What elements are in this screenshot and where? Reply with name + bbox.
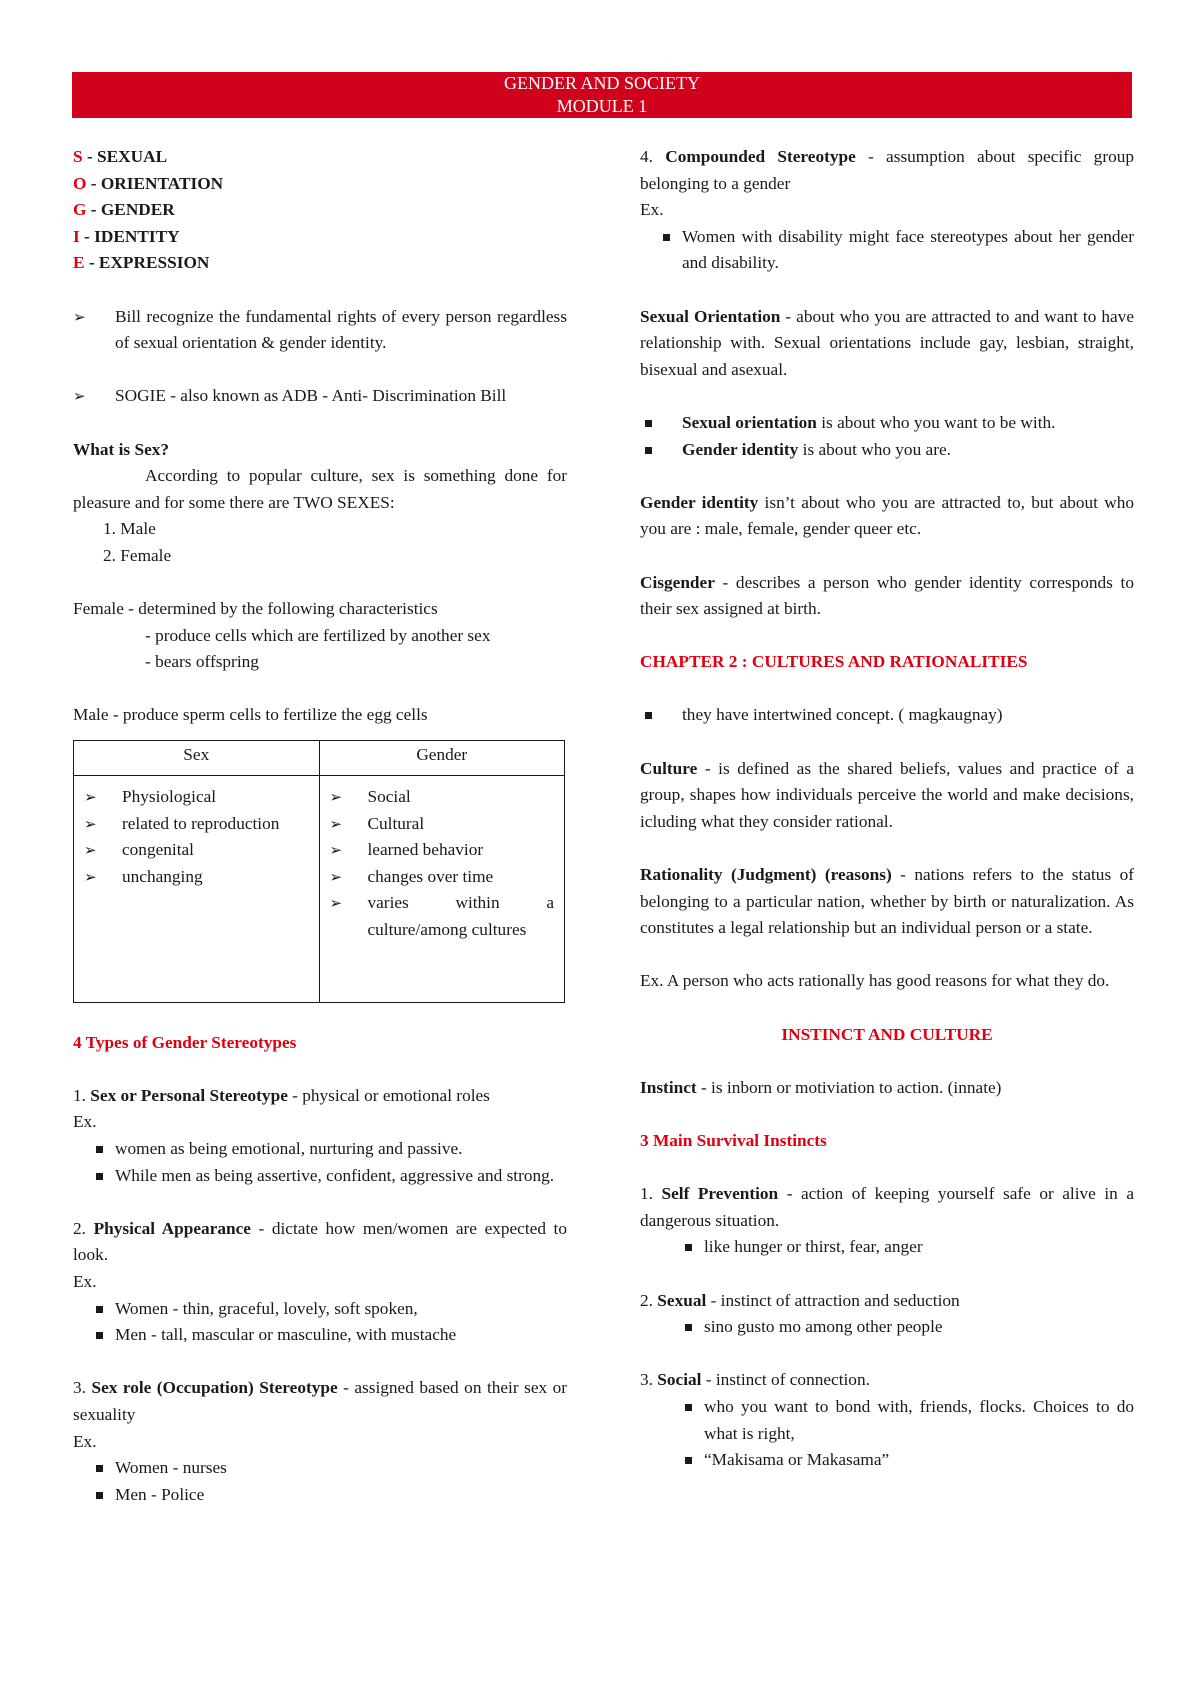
stereotype-1: 1. Sex or Personal Stereotype - physical or emotional roles [73, 1085, 490, 1105]
list-item: they have intertwined concept. ( magkaugnay) [640, 702, 1134, 729]
list-item: ➢ congenital [84, 837, 309, 864]
example-label: Ex. [73, 1112, 97, 1132]
arrow-bullet-icon: ➢ [84, 841, 97, 860]
table-cell [319, 776, 565, 1003]
square-bullet-icon [96, 1492, 103, 1499]
list-item: 2. Female [103, 545, 172, 565]
culture-definition: Culture - is defined as the shared beliefs, values and practice of a group, shapes how individuals perceive the world and make decisions, icluding what they consider rational. [640, 758, 1134, 831]
left-column [73, 144, 567, 1508]
arrow-bullet-icon: ➢ [329, 867, 343, 886]
section-heading: INSTINCT AND CULTURE [781, 1024, 993, 1044]
stereotype-3: 3. Sex role (Occupation) Stereotype - assigned based on their sex or sexuality [73, 1378, 568, 1424]
cisgender-definition: Cisgender - describes a person who gender identity corresponds to their sex assigned at birth. [640, 572, 1134, 619]
list-item: women as being emotional, nurturing and passive. [73, 1136, 567, 1163]
example-paragraph: Ex. A person who acts rationally has good reasons for what they do. [640, 971, 1110, 991]
sexual-orientation-definition: Sexual Orientation - about who you are attracted to and want to have relationship with. Sexual orientations include gay, lesbian, straight, bisexual and asexual. [640, 306, 1134, 379]
list-item: ➢ unchanging [84, 864, 309, 891]
list-item: - bears offspring [145, 652, 259, 672]
table-cell [74, 776, 320, 1003]
section-heading: What is Sex? [73, 439, 170, 459]
list-item: ➢ Physiological [84, 784, 309, 811]
arrow-bullet-icon: ➢ [73, 307, 86, 326]
list-item: - produce cells which are fertilized by another sex [145, 625, 491, 645]
list-item: Men - tall, mascular or masculine, with mustache [73, 1322, 567, 1349]
square-bullet-icon [685, 1324, 692, 1331]
square-bullet-icon [96, 1173, 103, 1180]
arrow-bullet-icon: ➢ [329, 788, 343, 807]
example-label: Ex. [73, 1272, 97, 1291]
instinct-1: 1. Self Prevention - action of keeping yourself safe or alive in a dangerous situation. [640, 1184, 1134, 1230]
list-item: ➢ changes over time [330, 864, 555, 891]
stereotype-2: 2. Physical Appearance - dictate how men/women are expected to look. [73, 1218, 567, 1265]
instinct-2: 2. Sexual - instinct of attraction and seduction [640, 1290, 960, 1310]
instinct-definition: Instinct - is inborn or motiviation to action. (innate) [640, 1077, 1002, 1097]
list-item: Women - nurses [73, 1455, 567, 1482]
square-bullet-icon [685, 1404, 692, 1411]
list-item: who you want to bond with, friends, flocks. Choices to do what is right, [640, 1394, 1134, 1447]
sogie-line: I - IDENTITY [73, 226, 180, 246]
square-bullet-icon [96, 1306, 103, 1313]
square-bullet-icon [685, 1244, 692, 1251]
list-item: ➢ Bill recognize the fundamental rights of every person regardless of sexual orientation & gender identity. [73, 304, 567, 357]
list-item: Women with disability might face stereotypes about her gender and disability. [640, 224, 1134, 277]
square-bullet-icon [645, 420, 652, 427]
sogie-line: S - SEXUAL [73, 147, 168, 166]
arrow-bullet-icon: ➢ [329, 841, 343, 860]
banner-subtitle: MODULE 1 [556, 96, 648, 116]
arrow-bullet-icon: ➢ [329, 894, 343, 913]
table-header: Gender [319, 741, 565, 776]
square-bullet-icon [96, 1465, 103, 1472]
header-banner [72, 72, 1132, 118]
list-item: Men - Police [73, 1482, 567, 1509]
list-item: like hunger or thirst, fear, anger [640, 1234, 1134, 1261]
list-item: “Makisama or Makasama” [640, 1447, 1134, 1474]
sogie-line: E - EXPRESSION [73, 253, 210, 273]
example-label: Ex. [640, 200, 664, 220]
paragraph: Female - determined by the following characteristics [73, 599, 438, 619]
paragraph: Male - produce sperm cells to fertilize the egg cells [73, 705, 428, 725]
arrow-bullet-icon: ➢ [84, 814, 97, 833]
square-bullet-icon [663, 234, 670, 241]
square-bullet-icon [645, 712, 652, 719]
list-item: ➢ SOGIE - also known as ADB - Anti- Discrimination Bill [73, 383, 567, 410]
instinct-3: 3. Social - instinct of connection. [640, 1370, 870, 1390]
arrow-bullet-icon: ➢ [73, 387, 86, 406]
sogie-line: O - ORIENTATION [73, 173, 224, 193]
paragraph: According to popular culture, sex is something done for pleasure and for some there are TWO SEXES: [73, 466, 567, 512]
list-item: Sexual orientation is about who you want to be with. [640, 410, 1134, 437]
list-item: sino gusto mo among other people [640, 1314, 1134, 1341]
list-item: ➢ Cultural [330, 811, 555, 838]
stereotype-4: 4. Compounded Stereotype - assumption about specific group belonging to a gender [640, 147, 1135, 193]
square-bullet-icon [685, 1457, 692, 1464]
square-bullet-icon [645, 447, 652, 454]
rationality-definition: Rationality (Judgment) (reasons) - nations refers to the status of belonging to a particular nation, whether by birth or naturalization. As constitutes a legal relationship but an individual person or a state. [640, 865, 1134, 938]
chapter-heading: CHAPTER 2 : CULTURES AND RATIONALITIES [640, 652, 1028, 672]
arrow-bullet-icon: ➢ [329, 814, 343, 833]
list-item: Gender identity is about who you are. [640, 437, 1134, 464]
sogie-line: G - GENDER [73, 200, 175, 220]
arrow-bullet-icon: ➢ [84, 788, 97, 807]
list-item: 1. Male [103, 519, 156, 539]
arrow-bullet-icon: ➢ [84, 867, 97, 886]
list-item: ➢ learned behavior [330, 837, 555, 864]
section-heading: 3 Main Survival Instincts [640, 1130, 827, 1150]
example-label: Ex. [73, 1431, 97, 1451]
right-column [640, 144, 1134, 1474]
list-item: ➢ Social [330, 784, 555, 811]
section-heading: 4 Types of Gender Stereotypes [73, 1032, 297, 1052]
square-bullet-icon [96, 1332, 103, 1339]
table-header: Sex [74, 741, 320, 776]
banner-title: GENDER AND SOCIETY [504, 73, 700, 93]
gender-identity-definition: Gender identity isn’t about who you are attracted to, but about who you are : male, female, gender queer etc. [640, 492, 1135, 539]
square-bullet-icon [96, 1146, 103, 1153]
list-item: Women - thin, graceful, lovely, soft spoken, [73, 1296, 567, 1323]
sex-gender-table [73, 740, 565, 1003]
list-item: While men as being assertive, confident, aggressive and strong. [73, 1163, 567, 1190]
list-item: ➢ varies within a culture/among cultures [330, 890, 555, 943]
list-item: ➢ related to reproduction [84, 811, 309, 838]
